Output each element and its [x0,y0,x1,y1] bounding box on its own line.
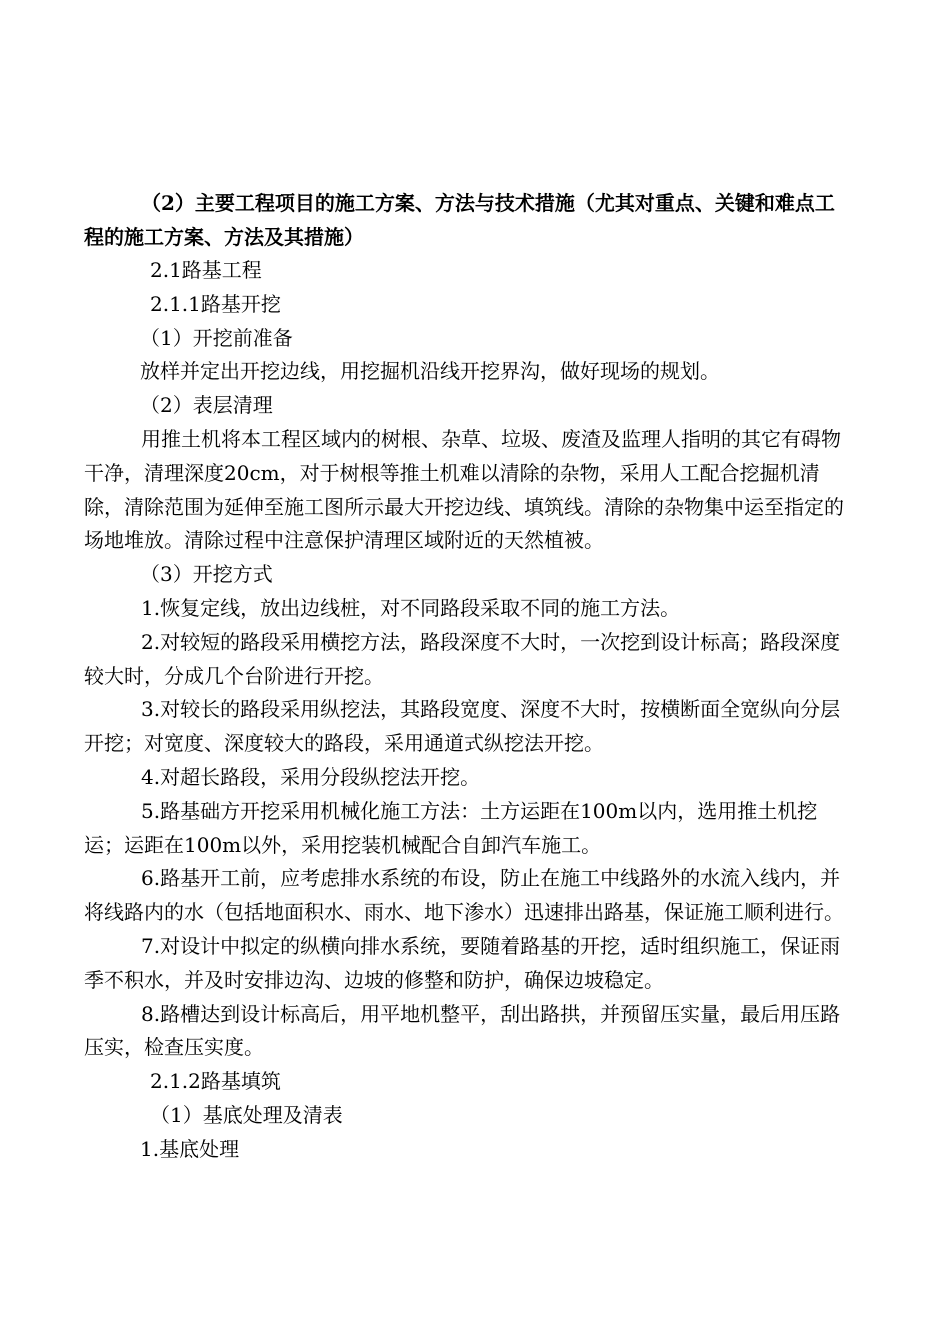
step-1: 1.恢复定线，放出边线桩，对不同路段采取不同的施工方法。 [141,595,681,620]
step-6: 6.路基开工前，应考虑排水系统的布设，防止在施工中线路外的水流入线内，并将线路内的水（包括地面积水、雨水、地下渗水）迅速排出路基，保证施工顺利进行。 [84,866,844,925]
item-1-title: （1）开挖前准备 [140,325,293,350]
section-2-1-1-title: 2.1.1路基开挖 [150,291,281,316]
section-2-1-2-title: 2.1.2路基填筑 [150,1069,281,1094]
item-fill-1-sub: 1.基底处理 [140,1136,240,1161]
step-8: 8.路槽达到设计标高后，用平地机整平，刮出路拱，并预留压实量，最后用压路压实，检查压实度。 [84,1001,841,1060]
item-3-title: （3）开挖方式 [140,562,273,587]
section-heading: （2）主要工程项目的施工方案、方法与技术措施（尤其对重点、关键和难点工程的施工方案、方法及其措施） [84,191,835,249]
item-fill-1-title: （1）基底处理及清表 [150,1102,343,1127]
item-1-text: 放样并定出开挖边线，用挖掘机沿线开挖界沟，做好现场的规划。 [140,359,720,384]
document-body [84,186,844,1167]
item-2-text: 用推土机将本工程区域内的树根、杂草、垃圾、废渣及监理人指明的其它有碍物干净，清理深度20cm，对于树根等推土机难以清除的杂物，采用人工配合挖掘机清除，清除范围为延伸至施工图所示最大开挖边线、填筑线。清除的杂物集中运至指定的场地堆放。清除过程中注意保护清理区域附近的天然植被。 [84,426,844,553]
section-2-1-title: 2.1路基工程 [150,258,262,282]
step-3: 3.对较长的路段采用纵挖法，其路段宽度、深度不大时，按横断面全宽纵向分层开挖；对宽度、深度较大的路段，采用通道式纵挖法开挖。 [84,697,841,756]
step-7: 7.对设计中拟定的纵横向排水系统，要随着路基的开挖，适时组织施工，保证雨季不积水，并及时安排边沟、边坡的修整和防护，确保边坡稳定。 [84,933,841,992]
step-2: 2.对较短的路段采用横挖方法，路段深度不大时，一次挖到设计标高；路段深度较大时，分成几个台阶进行开挖。 [84,629,841,688]
step-4: 4.对超长路段，采用分段纵挖法开挖。 [141,764,481,789]
item-2-title: （2）表层清理 [140,393,273,418]
step-5: 5.路基础方开挖采用机械化施工方法：土方运距在100m以内，选用推土机挖运；运距在100m以外，采用挖装机械配合自卸汽车施工。 [84,798,818,857]
